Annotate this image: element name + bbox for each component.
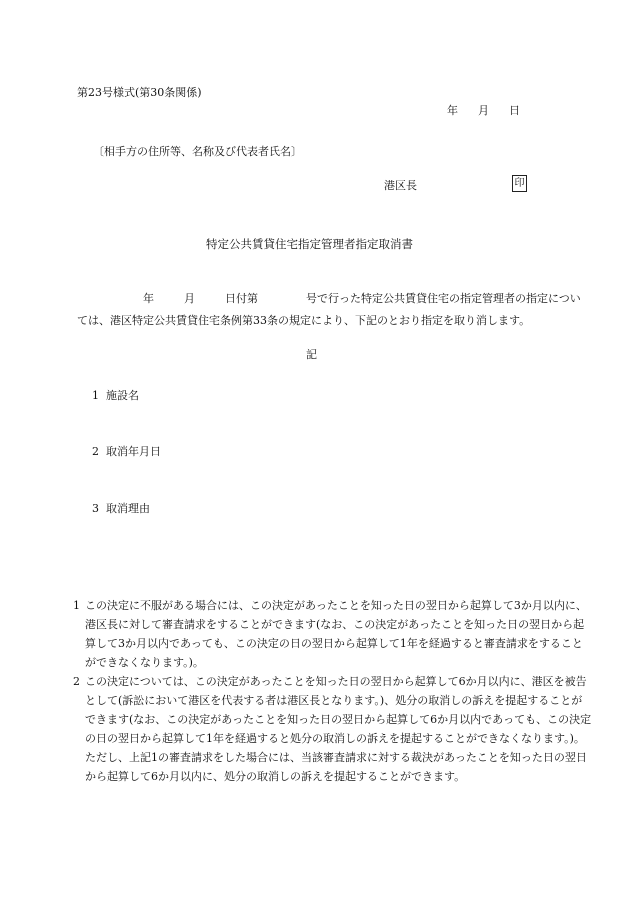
item-label: 取消理由: [106, 502, 150, 515]
item-label: 施設名: [106, 389, 139, 402]
note-2: [73, 672, 593, 786]
item-facility-name: [92, 389, 139, 402]
note-number: 1: [73, 599, 80, 612]
sender-title: 港区長: [384, 179, 417, 192]
item-revocation-date: [92, 445, 161, 458]
notes-section: [73, 596, 593, 786]
note-1: [73, 596, 593, 672]
ki-heading: 記: [306, 348, 317, 361]
body-day-no-label: 日付第: [225, 292, 258, 305]
note-number: 2: [73, 675, 80, 688]
body-text-line1: [107, 292, 581, 305]
form-number: 第23号様式(第30条関係): [77, 86, 202, 99]
seal-mark: 印: [512, 175, 527, 192]
body-line1-rest: 号で行った特定公共賃貸住宅の指定管理者の指定につい: [306, 292, 581, 305]
body-text-line2: ては、港区特定公共賃貸住宅条例第33条の規定により、下記のとおり指定を取り消します。: [77, 314, 531, 327]
item-revocation-reason: [92, 502, 150, 515]
item-number: 2: [92, 445, 99, 458]
body-month-label: 月: [184, 292, 195, 305]
item-number: 1: [92, 389, 99, 402]
item-number: 3: [92, 502, 99, 515]
date-year-label: 年: [447, 104, 458, 117]
note-text: この決定については、この決定があったことを知った日の翌日から起算して6か月以内に、港区を被告として(訴訟において港区を代表する者は港区長となります。)、処分の取消しの訴えを提起することができます(なお、この決定があったことを知った日の翌日から起算して6か月以内であっても、この決定の日の翌日から起算して1年を経過すると処分の取消しの訴えを提起することができなくなります。)。ただし、上記1の審査請求をした場合には、当該審査請求に対する裁決があったことを知った日の翌日から起算して6か月以内に、処分の取消しの訴えを提起することができます。: [85, 675, 592, 783]
date-day-label: 日: [509, 104, 520, 117]
addressee: 〔相手方の住所等、名称及び代表者氏名〕: [93, 145, 302, 158]
date-month-label: 月: [478, 104, 489, 117]
note-text: この決定に不服がある場合には、この決定があったことを知った日の翌日から起算して3か月以内に、港区長に対して審査請求をすることができます(なお、この決定があったことを知った日の翌日から起算して3か月以内であっても、この決定の日の翌日から起算して1年を経過すると審査請求をすることができなくなります。)。: [85, 599, 587, 669]
item-label: 取消年月日: [106, 445, 161, 458]
date-line: [447, 104, 520, 117]
body-year-label: 年: [143, 292, 154, 305]
document-title: 特定公共賃貸住宅指定管理者指定取消書: [206, 237, 413, 251]
